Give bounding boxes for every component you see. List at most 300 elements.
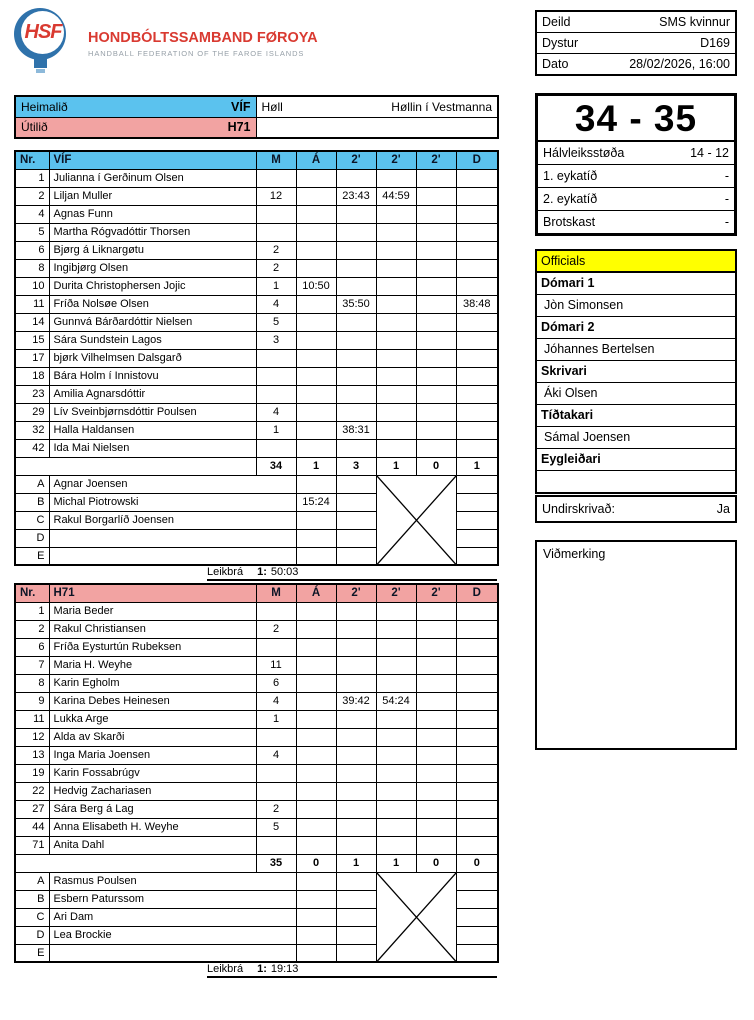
official-letter: B bbox=[15, 493, 49, 511]
player-row bbox=[15, 602, 498, 620]
disq-cell bbox=[456, 800, 498, 818]
susp3-cell bbox=[416, 331, 456, 349]
officials-entry bbox=[537, 317, 735, 361]
venue-table bbox=[14, 95, 499, 139]
susp2-cell bbox=[376, 602, 416, 620]
remarks-box bbox=[535, 540, 737, 750]
player-name: Karina Debes Heinesen bbox=[49, 692, 256, 710]
official-letter: E bbox=[15, 944, 49, 962]
warning-cell bbox=[296, 638, 336, 656]
official-name: Rakul Borgarlíð Joensen bbox=[49, 511, 296, 529]
match-sheet bbox=[14, 95, 497, 978]
player-name: Anita Dahl bbox=[49, 836, 256, 854]
signature-box bbox=[535, 495, 737, 523]
h71-roster-table bbox=[14, 583, 499, 963]
disq-cell bbox=[456, 205, 498, 223]
logo-knot-shape bbox=[34, 58, 47, 68]
player-number: 9 bbox=[15, 692, 49, 710]
susp1-cell bbox=[336, 710, 376, 728]
player-number: 19 bbox=[15, 764, 49, 782]
official-susp bbox=[336, 926, 376, 944]
player-number: 22 bbox=[15, 782, 49, 800]
official-warning bbox=[296, 547, 336, 565]
susp2-cell bbox=[376, 638, 416, 656]
official-name: Lea Brockie bbox=[49, 926, 296, 944]
warning-cell bbox=[296, 439, 336, 457]
col-2min-2: 2' bbox=[376, 584, 416, 602]
player-number: 18 bbox=[15, 367, 49, 385]
vif-header-row bbox=[15, 151, 498, 169]
warning-cell bbox=[296, 836, 336, 854]
player-row bbox=[15, 277, 498, 295]
official-name bbox=[49, 944, 296, 962]
susp2-cell bbox=[376, 313, 416, 331]
disq-cell bbox=[456, 169, 498, 187]
susp3-cell bbox=[416, 746, 456, 764]
disq-cell bbox=[456, 259, 498, 277]
match-info-value: SMS kvinnur bbox=[659, 15, 730, 29]
h71-header-row bbox=[15, 584, 498, 602]
remarks-label: Viðmerking bbox=[543, 547, 606, 561]
susp3-cell bbox=[416, 800, 456, 818]
totals-spacer bbox=[15, 457, 256, 475]
warning-cell bbox=[296, 295, 336, 313]
away-team-code: H71 bbox=[227, 120, 251, 135]
score-detail-row bbox=[538, 142, 734, 164]
official-susp bbox=[336, 493, 376, 511]
disq-cell bbox=[456, 728, 498, 746]
hall-label: Høll bbox=[261, 99, 283, 114]
warning-cell bbox=[296, 385, 336, 403]
player-number: 4 bbox=[15, 205, 49, 223]
logo-hsf-text: HSF bbox=[24, 21, 62, 43]
hall-value: Høllin í Vestmanna bbox=[391, 99, 492, 114]
official-role: Skrivari bbox=[537, 361, 735, 383]
susp1-cell bbox=[336, 800, 376, 818]
player-name: Fríða Eysturtún Rubeksen bbox=[49, 638, 256, 656]
susp3-cell bbox=[416, 728, 456, 746]
susp3-cell bbox=[416, 205, 456, 223]
susp1-cell bbox=[336, 223, 376, 241]
org-name: HONDBÓLTSSAMBAND FØROYA bbox=[88, 30, 318, 46]
susp2-cell bbox=[376, 728, 416, 746]
susp2-cell bbox=[376, 277, 416, 295]
player-number: 5 bbox=[15, 223, 49, 241]
player-row bbox=[15, 746, 498, 764]
goals-cell: 2 bbox=[256, 620, 296, 638]
official-name bbox=[49, 547, 296, 565]
warning-cell bbox=[296, 674, 336, 692]
warning-cell bbox=[296, 656, 336, 674]
goals-cell bbox=[256, 836, 296, 854]
goals-cell bbox=[256, 349, 296, 367]
disq-cell bbox=[456, 710, 498, 728]
player-name: Inga Maria Joensen bbox=[49, 746, 256, 764]
official-letter: C bbox=[15, 908, 49, 926]
disq-cell bbox=[456, 223, 498, 241]
col-disq: D bbox=[456, 151, 498, 169]
susp1-cell bbox=[336, 205, 376, 223]
player-number: 23 bbox=[15, 385, 49, 403]
score-detail-row bbox=[538, 164, 734, 187]
susp3-cell bbox=[416, 656, 456, 674]
goals-cell: 6 bbox=[256, 674, 296, 692]
official-name: Rasmus Poulsen bbox=[49, 872, 296, 890]
official-warning bbox=[296, 926, 336, 944]
player-name: Maria Beder bbox=[49, 602, 256, 620]
leikbra-label: Leikbrá bbox=[207, 566, 244, 578]
score-detail-label: 2. eykatíð bbox=[543, 192, 598, 206]
officials-entry bbox=[537, 273, 735, 317]
susp1-cell bbox=[336, 620, 376, 638]
leikbra-time: 19:13 bbox=[270, 963, 299, 975]
disq-cell bbox=[456, 349, 498, 367]
disq-cell bbox=[456, 764, 498, 782]
player-name: Amilia Agnarsdóttir bbox=[49, 385, 256, 403]
col-nr: Nr. bbox=[15, 151, 49, 169]
disq-cell: 38:48 bbox=[456, 295, 498, 313]
officials-entry bbox=[537, 405, 735, 449]
official-susp bbox=[336, 529, 376, 547]
home-row bbox=[15, 96, 498, 117]
susp2-cell bbox=[376, 782, 416, 800]
susp1-cell bbox=[336, 403, 376, 421]
player-number: 71 bbox=[15, 836, 49, 854]
goals-cell: 12 bbox=[256, 187, 296, 205]
player-name: Fríða Nolsøe Olsen bbox=[49, 295, 256, 313]
match-info-value: 28/02/2026, 16:00 bbox=[629, 57, 730, 71]
official-disq bbox=[456, 908, 498, 926]
player-number: 7 bbox=[15, 656, 49, 674]
player-name: Rakul Christiansen bbox=[49, 620, 256, 638]
player-name: Julianna í Gerðinum Olsen bbox=[49, 169, 256, 187]
match-info-row bbox=[537, 32, 735, 53]
warning-cell bbox=[296, 205, 336, 223]
susp2-cell bbox=[376, 403, 416, 421]
susp1-cell bbox=[336, 746, 376, 764]
official-warning bbox=[296, 908, 336, 926]
disq-cell bbox=[456, 277, 498, 295]
goals-cell: 2 bbox=[256, 800, 296, 818]
official-name bbox=[537, 471, 735, 492]
player-row bbox=[15, 638, 498, 656]
player-name: Maria H. Weyhe bbox=[49, 656, 256, 674]
federation-logo bbox=[12, 6, 432, 76]
logo-knot-shape-2 bbox=[36, 69, 45, 73]
player-row bbox=[15, 241, 498, 259]
warning-cell bbox=[296, 710, 336, 728]
player-number: 11 bbox=[15, 710, 49, 728]
score-detail-rows bbox=[538, 142, 734, 233]
player-number: 13 bbox=[15, 746, 49, 764]
susp2-cell bbox=[376, 241, 416, 259]
official-warning bbox=[296, 944, 336, 962]
susp3-cell bbox=[416, 692, 456, 710]
susp3-cell bbox=[416, 710, 456, 728]
susp2-cell: 44:59 bbox=[376, 187, 416, 205]
player-number: 1 bbox=[15, 169, 49, 187]
player-number: 32 bbox=[15, 421, 49, 439]
player-row bbox=[15, 295, 498, 313]
susp3-cell bbox=[416, 277, 456, 295]
player-name: Gunnvá Bárðardóttir Nielsen bbox=[49, 313, 256, 331]
goals-cell: 1 bbox=[256, 277, 296, 295]
score-detail-label: 1. eykatíð bbox=[543, 169, 598, 183]
susp2-cell: 54:24 bbox=[376, 692, 416, 710]
disq-cell bbox=[456, 746, 498, 764]
match-info-box bbox=[535, 10, 737, 76]
warning-cell bbox=[296, 169, 336, 187]
susp2-cell bbox=[376, 349, 416, 367]
player-row bbox=[15, 656, 498, 674]
officials-title: Officials bbox=[537, 251, 735, 273]
crossed-out-cell bbox=[376, 475, 456, 565]
goals-cell bbox=[256, 728, 296, 746]
player-name: Halla Haldansen bbox=[49, 421, 256, 439]
official-susp bbox=[336, 890, 376, 908]
susp2-cell bbox=[376, 331, 416, 349]
player-row bbox=[15, 223, 498, 241]
officials-panel bbox=[535, 249, 737, 494]
player-row bbox=[15, 836, 498, 854]
official-name: Esbern Paturssom bbox=[49, 890, 296, 908]
official-disq bbox=[456, 872, 498, 890]
match-info-label: Deild bbox=[542, 15, 571, 29]
signature-value: Ja bbox=[716, 502, 730, 516]
player-number: 29 bbox=[15, 403, 49, 421]
official-letter: E bbox=[15, 547, 49, 565]
signature-row bbox=[537, 497, 735, 521]
susp1-cell: 38:31 bbox=[336, 421, 376, 439]
score-box bbox=[535, 93, 737, 236]
player-number: 11 bbox=[15, 295, 49, 313]
player-name: Sára Sundstein Lagos bbox=[49, 331, 256, 349]
col-disq: D bbox=[456, 584, 498, 602]
col-warning: Á bbox=[296, 151, 336, 169]
warning-cell bbox=[296, 223, 336, 241]
susp1-cell bbox=[336, 728, 376, 746]
disq-cell bbox=[456, 818, 498, 836]
susp1-cell bbox=[336, 367, 376, 385]
susp3-cell bbox=[416, 602, 456, 620]
player-row bbox=[15, 439, 498, 457]
player-name: Karin Egholm bbox=[49, 674, 256, 692]
official-row bbox=[15, 872, 498, 890]
goals-cell bbox=[256, 764, 296, 782]
player-row bbox=[15, 169, 498, 187]
col-2min-3: 2' bbox=[416, 151, 456, 169]
susp1-cell bbox=[336, 782, 376, 800]
official-row bbox=[15, 475, 498, 493]
player-name: Anna Elisabeth H. Weyhe bbox=[49, 818, 256, 836]
player-name: Lív Sveinbjørnsdóttir Poulsen bbox=[49, 403, 256, 421]
warning-cell bbox=[296, 620, 336, 638]
org-subtitle: HANDBALL FEDERATION OF THE FAROE ISLANDS bbox=[88, 49, 305, 58]
player-name: Ingibjørg Olsen bbox=[49, 259, 256, 277]
goals-cell: 4 bbox=[256, 692, 296, 710]
player-row bbox=[15, 349, 498, 367]
player-number: 12 bbox=[15, 728, 49, 746]
player-number: 27 bbox=[15, 800, 49, 818]
official-letter: A bbox=[15, 475, 49, 493]
player-name: Lukka Arge bbox=[49, 710, 256, 728]
player-number: 6 bbox=[15, 241, 49, 259]
hall-empty-cell bbox=[256, 117, 498, 138]
player-number: 14 bbox=[15, 313, 49, 331]
disq-cell bbox=[456, 638, 498, 656]
goals-cell bbox=[256, 169, 296, 187]
susp3-cell bbox=[416, 169, 456, 187]
player-name: Ida Mai Nielsen bbox=[49, 439, 256, 457]
official-warning bbox=[296, 890, 336, 908]
player-number: 17 bbox=[15, 349, 49, 367]
official-name: Jóhannes Bertelsen bbox=[537, 339, 735, 361]
disq-cell bbox=[456, 692, 498, 710]
official-name: Agnar Joensen bbox=[49, 475, 296, 493]
player-number: 44 bbox=[15, 818, 49, 836]
player-row bbox=[15, 782, 498, 800]
match-info-label: Dato bbox=[542, 57, 569, 71]
player-row bbox=[15, 403, 498, 421]
susp3-cell bbox=[416, 367, 456, 385]
player-number: 1 bbox=[15, 602, 49, 620]
official-susp bbox=[336, 547, 376, 565]
player-row bbox=[15, 710, 498, 728]
susp2-cell bbox=[376, 295, 416, 313]
total-susp1: 1 bbox=[336, 854, 376, 872]
official-susp bbox=[336, 475, 376, 493]
player-row bbox=[15, 367, 498, 385]
susp3-cell bbox=[416, 187, 456, 205]
player-name: Liljan Muller bbox=[49, 187, 256, 205]
warning-cell bbox=[296, 764, 336, 782]
susp3-cell bbox=[416, 764, 456, 782]
score-detail-value: - bbox=[724, 192, 729, 206]
goals-cell bbox=[256, 367, 296, 385]
disq-cell bbox=[456, 602, 498, 620]
goals-cell: 2 bbox=[256, 259, 296, 277]
goals-cell bbox=[256, 223, 296, 241]
total-disq: 0 bbox=[456, 854, 498, 872]
susp3-cell bbox=[416, 836, 456, 854]
susp2-cell bbox=[376, 746, 416, 764]
susp3-cell bbox=[416, 782, 456, 800]
susp1-cell bbox=[336, 674, 376, 692]
final-score: 34 - 35 bbox=[538, 96, 734, 142]
goals-cell bbox=[256, 205, 296, 223]
susp3-cell bbox=[416, 259, 456, 277]
susp3-cell bbox=[416, 295, 456, 313]
player-number: 8 bbox=[15, 259, 49, 277]
official-name: Ari Dam bbox=[49, 908, 296, 926]
warning-cell bbox=[296, 818, 336, 836]
official-disq bbox=[456, 926, 498, 944]
official-warning bbox=[296, 511, 336, 529]
goals-cell bbox=[256, 602, 296, 620]
player-name: Martha Rógvadóttir Thorsen bbox=[49, 223, 256, 241]
disq-cell bbox=[456, 674, 498, 692]
warning-cell bbox=[296, 728, 336, 746]
warning-cell bbox=[296, 800, 336, 818]
susp1-cell bbox=[336, 169, 376, 187]
player-name: Bjørg á Liknargøtu bbox=[49, 241, 256, 259]
leikbra-time: 50:03 bbox=[270, 566, 299, 578]
susp3-cell bbox=[416, 818, 456, 836]
disq-cell bbox=[456, 782, 498, 800]
warning-cell bbox=[296, 313, 336, 331]
official-name bbox=[49, 529, 296, 547]
official-letter: A bbox=[15, 872, 49, 890]
player-name: Durita Christophersen Jojic bbox=[49, 277, 256, 295]
goals-cell: 5 bbox=[256, 818, 296, 836]
official-letter: D bbox=[15, 529, 49, 547]
away-row bbox=[15, 117, 498, 138]
score-detail-value: 14 - 12 bbox=[690, 146, 729, 160]
away-team-cell bbox=[15, 117, 256, 138]
warning-cell bbox=[296, 241, 336, 259]
susp2-cell bbox=[376, 439, 416, 457]
susp1-cell: 23:43 bbox=[336, 187, 376, 205]
susp3-cell bbox=[416, 241, 456, 259]
total-susp2: 1 bbox=[376, 854, 416, 872]
col-warning: Á bbox=[296, 584, 336, 602]
susp2-cell bbox=[376, 836, 416, 854]
warning-cell bbox=[296, 692, 336, 710]
officials-entry bbox=[537, 449, 735, 492]
h71-totals-row bbox=[15, 854, 498, 872]
total-susp2: 1 bbox=[376, 457, 416, 475]
official-name: Jòn Simonsen bbox=[537, 295, 735, 317]
signature-label: Undirskrivað: bbox=[542, 502, 615, 516]
officials-entry bbox=[537, 361, 735, 405]
goals-cell: 4 bbox=[256, 295, 296, 313]
col-goals: M bbox=[256, 584, 296, 602]
susp1-cell bbox=[336, 818, 376, 836]
goals-cell bbox=[256, 782, 296, 800]
total-disq: 1 bbox=[456, 457, 498, 475]
col-2min-1: 2' bbox=[336, 151, 376, 169]
official-warning bbox=[296, 872, 336, 890]
susp1-cell bbox=[336, 656, 376, 674]
player-row bbox=[15, 205, 498, 223]
susp3-cell bbox=[416, 638, 456, 656]
susp1-cell: 39:42 bbox=[336, 692, 376, 710]
player-row bbox=[15, 187, 498, 205]
col-2min-1: 2' bbox=[336, 584, 376, 602]
susp3-cell bbox=[416, 349, 456, 367]
warning-cell: 10:50 bbox=[296, 277, 336, 295]
goals-cell bbox=[256, 439, 296, 457]
official-susp bbox=[336, 872, 376, 890]
disq-cell bbox=[456, 439, 498, 457]
total-susp1: 3 bbox=[336, 457, 376, 475]
vif-roster-table bbox=[14, 150, 499, 566]
x-mark-icon bbox=[377, 873, 456, 962]
official-disq bbox=[456, 944, 498, 962]
official-name: Áki Olsen bbox=[537, 383, 735, 405]
player-row bbox=[15, 385, 498, 403]
susp1-cell bbox=[336, 313, 376, 331]
disq-cell bbox=[456, 241, 498, 259]
official-susp bbox=[336, 908, 376, 926]
official-role: Dómari 2 bbox=[537, 317, 735, 339]
susp2-cell bbox=[376, 169, 416, 187]
official-disq bbox=[456, 890, 498, 908]
col-2min-3: 2' bbox=[416, 584, 456, 602]
player-name: Agnas Funn bbox=[49, 205, 256, 223]
susp1-cell bbox=[336, 602, 376, 620]
goals-cell: 4 bbox=[256, 403, 296, 421]
